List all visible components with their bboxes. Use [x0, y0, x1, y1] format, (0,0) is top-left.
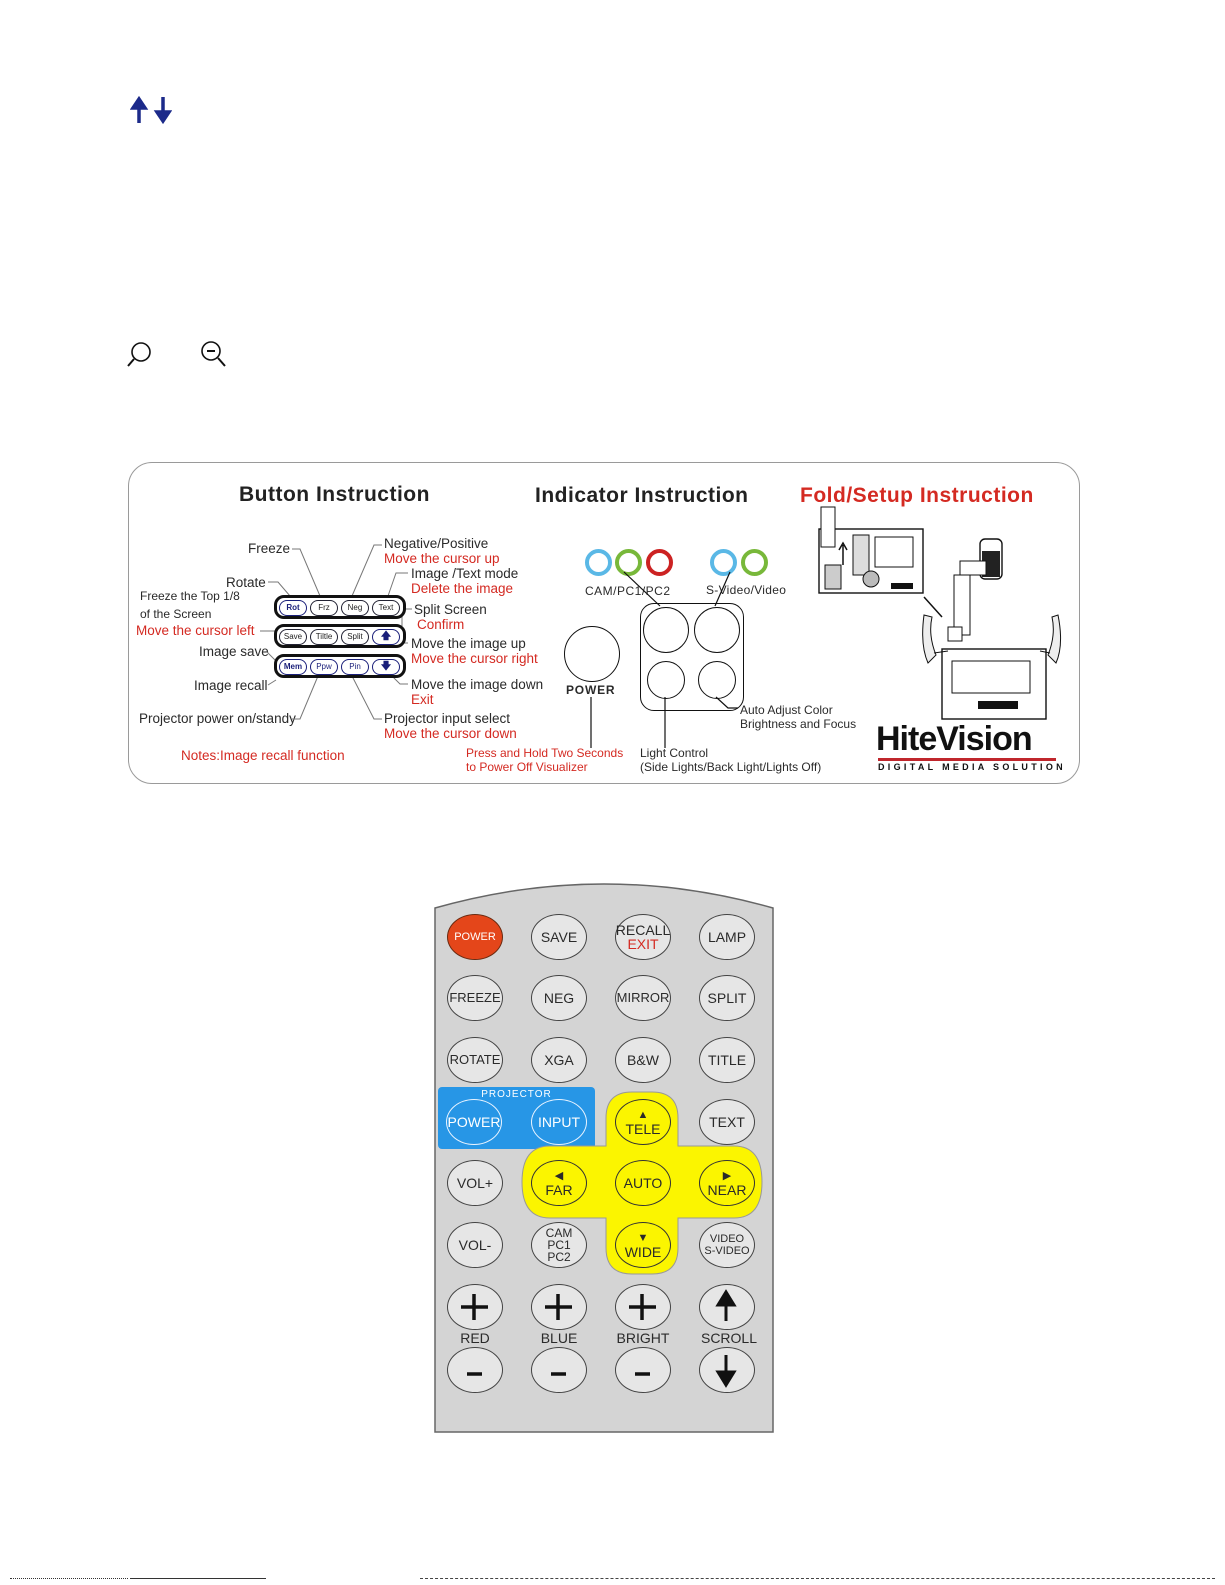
- footer-rule-left: [10, 1578, 128, 1579]
- pin-button[interactable]: Pin: [341, 659, 369, 675]
- label-freeze-top: Freeze the Top 1/8: [140, 589, 240, 603]
- label-delete: Delete the image: [411, 581, 514, 596]
- label-split: Split Screen: [414, 602, 487, 617]
- remote-video-button[interactable]: [699, 1222, 755, 1268]
- remote-auto-button[interactable]: AUTO: [615, 1160, 671, 1206]
- remote-neg-button[interactable]: NEG: [531, 975, 587, 1021]
- press-hold-label-1: Press and Hold Two Seconds: [466, 746, 624, 760]
- neg-button[interactable]: Neg: [341, 600, 369, 616]
- minus-icon: [616, 1348, 669, 1391]
- light-control-label-2: (Side Lights/Back Light/Lights Off): [640, 760, 822, 774]
- remote-projector-power-button[interactable]: POWER: [446, 1099, 502, 1145]
- split-button[interactable]: Split: [341, 629, 369, 645]
- recall-exit-label: EXIT: [627, 936, 659, 952]
- label-image-text: Image /Text mode: [411, 566, 519, 581]
- light-control-label-1: Light Control: [640, 746, 709, 760]
- plus-icon: [448, 1285, 501, 1328]
- rot-button[interactable]: Rot: [279, 600, 307, 616]
- remote-mirror-button[interactable]: MIRROR: [615, 975, 671, 1021]
- label-image-recall: Image recall: [194, 678, 268, 693]
- blue-label: BLUE: [540, 1330, 578, 1346]
- press-hold-label-2: to Power Off Visualizer: [466, 760, 588, 774]
- button-instruction-heading: Button Instruction: [239, 483, 430, 506]
- remote-power-button[interactable]: POWER: [447, 914, 503, 960]
- remote-recall-button[interactable]: [615, 914, 671, 960]
- remote-scroll-up-button[interactable]: [699, 1284, 755, 1330]
- brand-logo: HiteVision: [876, 720, 1032, 758]
- fold-setup-heading: Fold/Setup Instruction: [800, 484, 1034, 507]
- title-button[interactable]: Tiltle: [310, 629, 338, 645]
- label-rotate: Rotate: [226, 575, 266, 590]
- remote-bright-plus-button[interactable]: [615, 1284, 671, 1330]
- label-image-save: Image save: [199, 644, 269, 659]
- label-freeze: Freeze: [248, 541, 291, 556]
- remote-far-button[interactable]: [531, 1160, 587, 1206]
- remote-red-plus-button[interactable]: [447, 1284, 503, 1330]
- remote-vol-up-button[interactable]: VOL+: [447, 1160, 503, 1206]
- label-move-down: Move the cursor down: [384, 726, 517, 741]
- cam-label: CAM/PC1/PC2: [585, 584, 671, 598]
- remote-scroll-down-button[interactable]: [699, 1347, 755, 1393]
- cam-label-2: PC1: [547, 1238, 571, 1252]
- minus-icon: [532, 1348, 585, 1391]
- arrow-up-icon: [700, 1285, 753, 1328]
- label-of-screen: of the Screen: [140, 607, 212, 621]
- far-label: FAR: [545, 1182, 573, 1198]
- label-notes: Notes:Image recall function: [181, 748, 345, 763]
- tele-label: TELE: [625, 1121, 661, 1137]
- label-move-image-up: Move the image up: [411, 636, 526, 651]
- visualizer-folded-illustration: [815, 505, 927, 597]
- remote-freeze-button[interactable]: FREEZE: [447, 975, 503, 1021]
- remote-red-minus-button[interactable]: [447, 1347, 503, 1393]
- label-projector-power: Projector power on/standy: [139, 711, 296, 726]
- remote-tele-button[interactable]: [615, 1099, 671, 1145]
- brand-tagline: DIGITAL MEDIA SOLUTION: [878, 762, 1066, 772]
- far-left-icon: ◀: [554, 1170, 564, 1182]
- wide-down-icon: ▼: [637, 1232, 649, 1244]
- visualizer-setup-illustration: [918, 535, 1068, 735]
- projector-label: PROJECTOR: [481, 1089, 552, 1100]
- remote-split-button[interactable]: SPLIT: [699, 975, 755, 1021]
- red-label: RED: [460, 1330, 490, 1346]
- remote-near-button[interactable]: [699, 1160, 755, 1206]
- video-label-1: VIDEO: [709, 1233, 745, 1245]
- frz-button[interactable]: Frz: [310, 600, 338, 616]
- cam-label-3: PC2: [547, 1250, 571, 1264]
- footer-rule-link: [130, 1578, 266, 1579]
- wide-label: WIDE: [624, 1244, 662, 1260]
- remote-xga-button[interactable]: XGA: [531, 1037, 587, 1083]
- remote-bright-minus-button[interactable]: [615, 1347, 671, 1393]
- label-neg-pos: Negative/Positive: [384, 536, 489, 551]
- label-move-left: Move the cursor left: [136, 623, 255, 638]
- plus-icon: [532, 1285, 585, 1328]
- label-move-image-down: Move the image down: [411, 677, 544, 692]
- recall-label: RECALL: [615, 922, 671, 938]
- remote-wide-button[interactable]: [615, 1222, 671, 1268]
- footer-rule-right: [420, 1578, 1215, 1579]
- down-arrow-icon: 🡇: [380, 661, 392, 672]
- label-projector-input: Projector input select: [384, 711, 511, 726]
- auto-adjust-label-2: Brightness and Focus: [740, 717, 857, 731]
- near-label: NEAR: [707, 1182, 747, 1198]
- remote-rotate-button[interactable]: ROTATE: [447, 1037, 503, 1083]
- plus-icon: [616, 1285, 669, 1328]
- remote-title-button[interactable]: TITLE: [699, 1037, 755, 1083]
- label-confirm: Confirm: [417, 617, 465, 632]
- remote-vol-down-button[interactable]: VOL-: [447, 1222, 503, 1268]
- ppw-button[interactable]: Ppw: [310, 659, 338, 675]
- cam-label-1: CAM: [545, 1226, 573, 1240]
- remote-blue-minus-button[interactable]: [531, 1347, 587, 1393]
- power-label: POWER: [566, 683, 616, 697]
- up-arrow-icon: 🡅: [380, 631, 392, 642]
- label-move-up: Move the cursor up: [384, 551, 500, 566]
- remote-bw-button[interactable]: B&W: [615, 1037, 671, 1083]
- bright-label: BRIGHT: [616, 1330, 670, 1346]
- svideo-label: S-Video/Video: [706, 583, 787, 597]
- arrow-down-icon: [700, 1348, 753, 1391]
- tele-up-icon: ▲: [637, 1109, 649, 1121]
- minus-icon: [448, 1348, 501, 1391]
- remote-projector-input-button[interactable]: INPUT: [531, 1099, 587, 1145]
- scroll-label: SCROLL: [700, 1330, 758, 1346]
- auto-adjust-label-1: Auto Adjust Color: [740, 703, 833, 717]
- label-exit: Exit: [411, 692, 434, 707]
- remote-cam-button[interactable]: [531, 1222, 587, 1268]
- remote-save-button[interactable]: SAVE: [531, 914, 587, 960]
- mem-button[interactable]: Mem: [279, 659, 307, 675]
- label-move-right: Move the cursor right: [411, 651, 538, 666]
- remote-lamp-button[interactable]: LAMP: [699, 914, 755, 960]
- text-button[interactable]: Text: [372, 600, 400, 616]
- remote-text-button[interactable]: TEXT: [699, 1099, 755, 1145]
- indicator-instruction-heading: Indicator Instruction: [535, 484, 749, 507]
- brand-underline: [878, 758, 1056, 761]
- near-right-icon: ▶: [722, 1170, 732, 1182]
- video-label-2: S-VIDEO: [704, 1245, 750, 1257]
- remote-blue-plus-button[interactable]: [531, 1284, 587, 1330]
- save-button[interactable]: Save: [279, 629, 307, 645]
